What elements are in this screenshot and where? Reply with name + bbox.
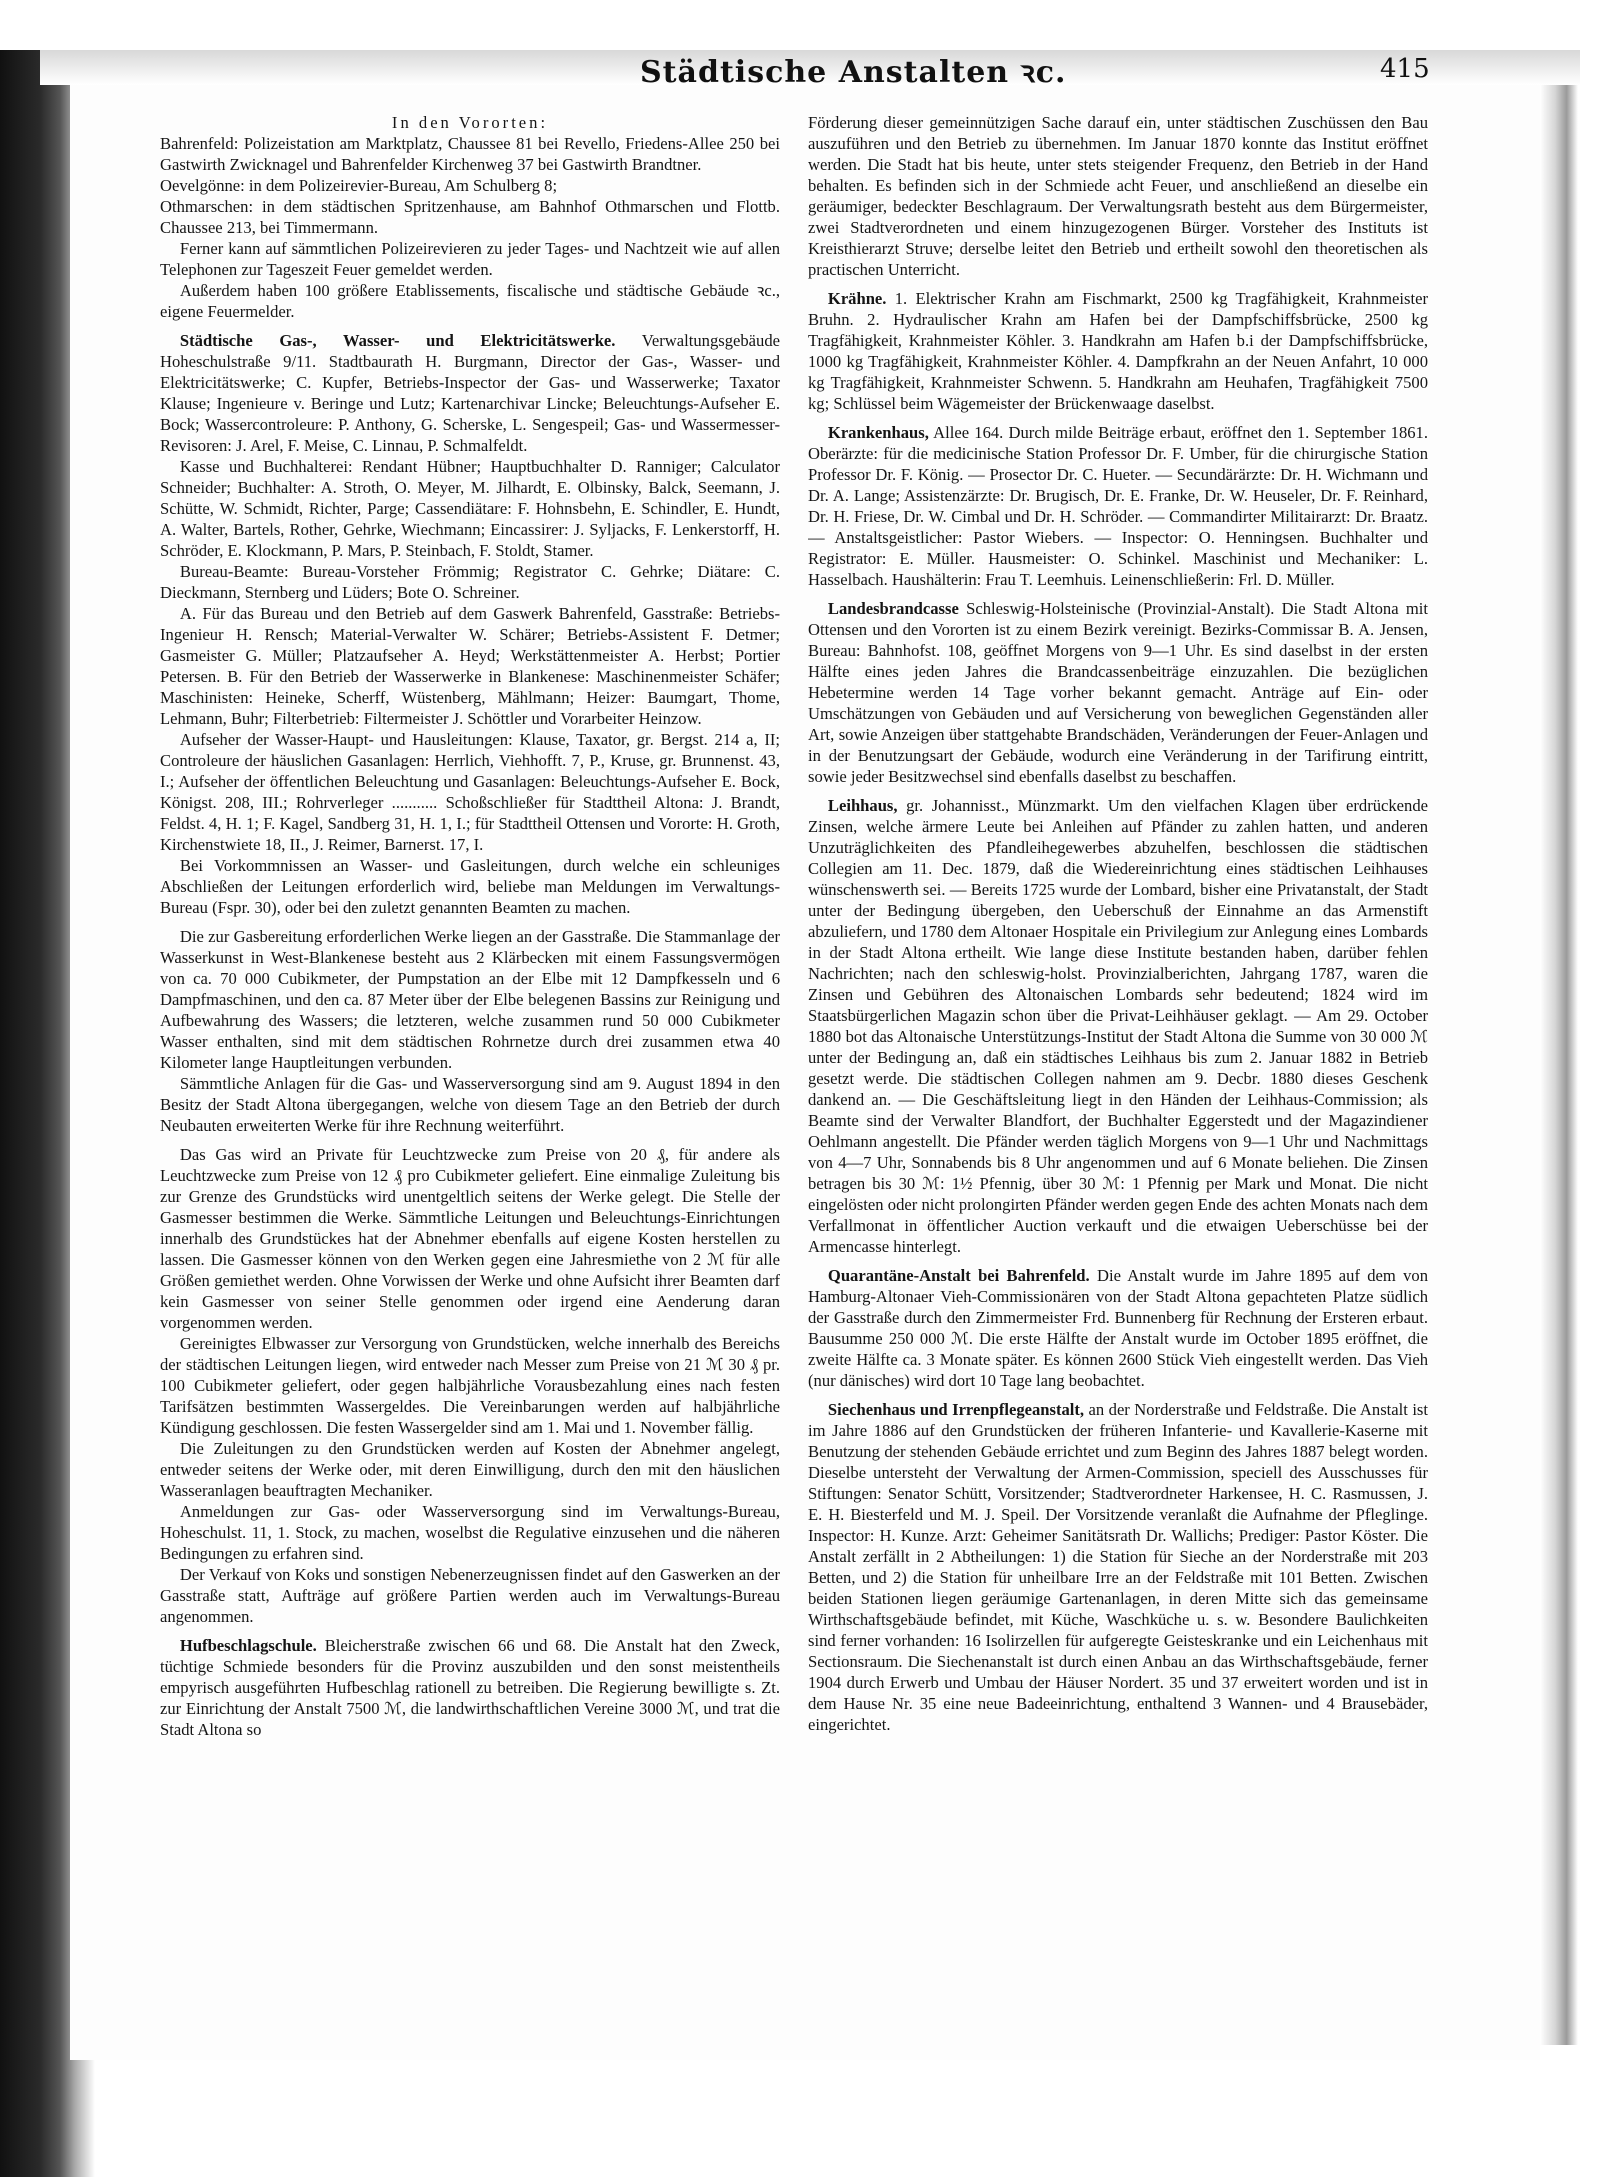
paragraph-text: Die Anstalt wurde im Jahre 1895 auf dem von Hamburg-Altonaer Vieh-Commissionären von der Stadt Altona gepachteten Platze südlich der Gasstraße durch den Zimmermeister Frd. Bunnenberg für Rechnung der Ersteren erbaut. Bausumme 250 000 ℳ. Die erste Hälfte der Anstalt wurde im October 1895 eröffnet, die zweite Hälfte ca. 3 Monate später. Es können 2600 Stück Vieh eingestellt werden. Das Vieh (nur dänisches) wird dort 10 Tage lang beobachtet. — [808, 1266, 1428, 1390]
scan-right-page-edge — [1540, 85, 1578, 2045]
entry-heading: Städtische Gas-, Wasser- und Elektricitätswerke. — [179, 331, 616, 350]
paragraph-text: Aufseher der Wasser-Haupt- und Hausleitungen: Klause, Taxator, gr. Bergst. 214 a, II; Controleure der häuslichen Gasanlagen: Herrlich, Viehhofft. 7, P., Kruse, gr. Brunnenst. 43, I.; Aufseher der öffentlichen Beleuchtung und Gasanlagen: Beleuchtungs-Aufseher E. Bock, Königst. 208, III.; Rohrverleger ........... Schoßschließer für Stadttheil Altona: J. Brandt, Feldst. 4, H. 1; F. Kagel, Sandberg 31, H. 1, I.; für Stadttheil Ottensen und Vororte: H. Groth, Kirchenstwiete 18, II., J. Reimer, Barnerst. 17, I. — [160, 730, 780, 854]
left-text-column — [160, 112, 780, 2012]
paragraph — [160, 1144, 780, 1333]
paragraph-text: gr. Johannisst., Münzmarkt. Um den vielfachen Klagen über erdrückende Zinsen, welche ärmere Leute bei Anleihen auf Pfänder zu zahlen hatten, und anderen Unzuträglichkeiten des Pfandleihegewerbes abzuhelfen, beschlossen die städtischen Collegien am 11. Dec. 1879, daß die Wiedereinrichtung eines städtischen Leihhauses wünschenswerth sei. — Bereits 1725 wurde der Lombard, bisher eine Privatanstalt, der Stadt unter der Bedingung übergeben, den Ueberschuß der Einnahme an das Armenstift abzuliefern, und 1780 dem Altonaer Hospitale ein Privilegium zur Anlegung eines Lombards in der Stadt Altona ertheilt. Wie lange diese Institute bestanden haben, darüber fehlen Nachrichten; nach den schleswig-holst. Provinzialberichten, Jahrgang 1787, waren die Zinsen und Gebühren des Altonaischen Lombards sehr bedeutend; 1824 wird im Staatsbürgerlichen Magazin schon über die Privat-Leihhäuser geklagt. — Am 29. October 1880 bot das Altonaische Unterstützungs-Institut der Stadt Altona die Summe von 30 000 ℳ unter der Bedingung an, daß ein städtisches Leihhaus bis zum 2. Januar 1882 in Betrieb gesetzt werde. Die städtischen Collegen nahmen am 9. Decbr. 1880 dieses Geschenk dankend an. — Die Geschäftsleitung liegt in den Händen der Leihhaus-Commission; als Beamte sind der Verwalter Blandfort, der Buchhalter Eggerstedt und der Magazindiener Oehlmann angestellt. Die Pfänder werden täglich Morgens von 9—1 Uhr und Nachmittags von 4—7 Uhr, Sonnabends bis 8 Uhr angenommen und auf 6 Monate beliehen. Die Zinsen betragen bis 30 ℳ: 1½ Pfennig, über 30 ℳ: 1 Pfennig per Mark und Monat. Die nicht eingelösten oder nicht prolongirten Pfänder werden gegen Ende des achten Monats nach dem Verfallmonat in öffentlicher Auction verkauft und die etwaigen Ueberschüsse bei der Armencasse hinterlegt. — [808, 796, 1428, 1256]
paragraph — [160, 729, 780, 855]
entry-heading: Leihhaus, — [827, 796, 898, 815]
paragraph-text: Oevelgönne: in dem Polizeirevier-Bureau, Am Schulberg 8; — [160, 176, 558, 195]
paragraph — [160, 133, 780, 175]
paragraph — [160, 1635, 780, 1740]
paragraph-text: Bureau-Beamte: Bureau-Vorsteher Frömmig; Registrator C. Gehrke; Diätare: C. Dieckmann, Sternberg und Lüders; Bote O. Schreiner. — [160, 562, 780, 602]
paragraph — [808, 598, 1428, 787]
paragraph — [808, 288, 1428, 414]
paragraph — [808, 422, 1428, 590]
paragraph — [160, 456, 780, 561]
paragraph — [808, 112, 1428, 280]
entry-heading: Krankenhaus, — [827, 423, 929, 442]
entry-heading: Quarantäne-Anstalt bei Bahrenfeld. — [827, 1266, 1090, 1285]
paragraph — [160, 561, 780, 603]
paragraph — [160, 1501, 780, 1564]
paragraph — [160, 926, 780, 1073]
paragraph-text: Ferner kann auf sämmtlichen Polizeirevieren zu jeder Tages- und Nachtzeit wie auf allen Telephonen zur Tageszeit Feuer gemeldet werden. — [160, 239, 780, 279]
paragraph — [160, 330, 780, 456]
paragraph-text: Außerdem haben 100 größere Etablissements, fiscalische und städtische Gebäude ꝛc., eigene Feuermelder. — [160, 281, 780, 321]
paragraph — [160, 280, 780, 322]
paragraph — [160, 1333, 780, 1438]
paragraph — [808, 795, 1428, 1257]
paragraph-text: 1. Elektrischer Krahn am Fischmarkt, 2500 kg Tragfähigkeit, Krahnmeister Bruhn. 2. Hydraulischer Krahn am Hafen bei der Dampfschiffsbrücke, 2500 kg Tragfähigkeit, Krahnmeister Köhler. 3. Handkrahn am Hafen b.i der Dampfschiffsbrücke, 1000 kg Tragfähigkeit, Krahnmeister Köhler. 4. Dampfkrahn an der Neuen Anfahrt, 10 000 kg Tragfähigkeit, Krahnmeister Schwenn. 5. Handkrahn am Heuhafen, Tragfähigkeit 7500 kg; Schlüssel beim Wägemeister der Brückenwaage daselbst. — [808, 289, 1428, 413]
entry-heading: Krähne. — [827, 289, 887, 308]
paragraph-text: Bahrenfeld: Polizeistation am Marktplatz, Chaussee 81 bei Revello, Friedens-Allee 250 bei Gastwirth Zwicknagel und Bahrenfelder Kirchenweg 37 bei Gastwirth Brandtner. — [160, 134, 780, 174]
running-header-title: Städtische Anstalten ꝛc. — [640, 55, 1067, 90]
paragraph — [160, 238, 780, 280]
paragraph-text: Bleicherstraße zwischen 66 und 68. Die Anstalt hat den Zweck, tüchtige Schmiede besonders für die Provinz auszubilden und den sonst meistentheils empyrisch ausgeführten Hufbeschlag rationell zu betreiben. Die Regierung bewilligte s. Zt. zur Einrichtung der Anstalt 7500 ℳ, die landwirthschaftlichen Vereine 3000 ℳ, und trat die Stadt Altona so — [160, 1636, 780, 1739]
entry-heading: Siechenhaus und Irrenpflegeanstalt, — [827, 1400, 1085, 1419]
paragraph-text: Das Gas wird an Private für Leuchtzwecke zum Preise von 20 ₰, für andere als Leuchtzwecke zum Preise von 12 ₰ pro Cubikmeter geliefert. Eine einmalige Zuleitung bis zur Grenze des Grundstücks wird unentgeltlich seitens der Werke gelegt. Die Stelle der Gasmesser bestimmen die Werke. Sämmtliche Leitungen und Beleuchtungs-Einrichtungen innerhalb des Grundstückes hat der Abnehmer ebenfalls auf eigene Kosten herstellen zu lassen. Die Gasmesser können von den Werken gegen eine Jahresmiethe von 2 ℳ für alle Größen gemiethet werden. Ohne Vorwissen der Werke und ohne Aufsicht ihrer Beamten darf kein Gasmesser von seiner Stelle genommen oder irgend eine Aenderung daran vorgenommen werden. — [160, 1145, 780, 1332]
paragraph — [160, 1564, 780, 1627]
paragraph — [160, 603, 780, 729]
paragraph — [160, 855, 780, 918]
paragraph — [808, 1265, 1428, 1391]
entry-heading: Hufbeschlagschule. — [179, 1636, 317, 1655]
entry-heading: Landesbrandcasse — [827, 599, 959, 618]
paragraph-text: Die Zuleitungen zu den Grundstücken werden auf Kosten der Abnehmer angelegt, entweder seitens der Werke oder, mit deren Einwilligung, durch den mit den häuslichen Wasseranlagen beauftragten Mechaniker. — [160, 1439, 780, 1500]
paragraph — [160, 196, 780, 238]
paragraph — [160, 1073, 780, 1136]
paragraph — [160, 112, 780, 133]
paragraph-text: Sämmtliche Anlagen für die Gas- und Wasserversorgung sind am 9. August 1894 in den Besitz der Stadt Altona übergegangen, welche von diesem Tage an den Betrieb der durch Neubauten erweiterten Werke für ihre Rechnung weiterführt. — [160, 1074, 780, 1135]
paragraph-text: Förderung dieser gemeinnützigen Sache darauf ein, unter städtischen Zuschüssen den Bau auszuführen und den Betrieb zu übernehmen. Im Januar 1870 konnte das Institut eröffnet werden. Die Stadt hat bis heute, unter stets steigender Frequenz, den Betrieb in der Hand behalten. Es befinden sich in der Schmiede acht Feuer, und anschließend an dieselbe ein geräumiger, bedeckter Beschlagraum. Der Verwaltungsrath besteht aus dem Bürgermeister, zwei Stadtverordneten und einem hinzugezogenen Bürger. Vorsteher des Instituts ist Kreisthierarzt Struve; derselbe leitet den Betrieb und ertheilt sowohl den theoretischen als practischen Unterricht. — [808, 113, 1428, 279]
right-text-column — [808, 112, 1428, 2012]
paragraph-text: Der Verkauf von Koks und sonstigen Nebenerzeugnissen findet auf den Gaswerken an der Gasstraße statt, Aufträge auf größere Partien werden auch im Verwaltungs-Bureau angenommen. — [160, 1565, 780, 1626]
paragraph-text: Die zur Gasbereitung erforderlichen Werke liegen an der Gasstraße. Die Stammanlage der Wasserkunst in West-Blankenese besteht aus 2 Klärbecken mit einem Fassungsvermögen von ca. 70 000 Cubikmeter, der Pumpstation an der Elbe mit 12 Dampfkesseln und 6 Dampfmaschinen, und den ca. 87 Meter über der Elbe belegenen Bassins zur Reinigung und Aufbewahrung des Wassers; die letzteren, welche zusammen rund 50 000 Cubikmeter Wasser enthalten, sind mit dem städtischen Rohrnetze durch drei zusammen etwa 40 Kilometer lange Hauptleitungen verbunden. — [160, 927, 780, 1072]
paragraph — [808, 1399, 1428, 1735]
paragraph-text: an der Norderstraße und Feldstraße. Die Anstalt ist im Jahre 1886 auf den Grundstücken der früheren Infanterie- und Kavallerie-Kaserne mit Benutzung der stehenden Gebäude errichtet und zum Beginn des Jahres 1887 belegt worden. Dieselbe untersteht der Verwaltung der Armen-Commission, speciell des Ausschusses für Stiftungen: Senator Schütt, Vorsitzender; Stadtverordneter Harkensee, H. C. Rasmussen, J. E. H. Biesterfeld und M. J. Speil. Der Vorsitzende veranlaßt die Aufnahme der Pfleglinge. Inspector: H. Kunze. Arzt: Geheimer Sanitätsrath Dr. Wallichs; Prediger: Pastor Köster. Die Anstalt zerfällt in 2 Abtheilungen: 1) die Station für Sieche an der Norderstraße mit 203 Betten, und 2) die Station für unheilbare Irre an der Feldstraße mit 101 Betten. Zwischen beiden Stationen liegen geräumige Gartenanlagen, in deren Mitte sich das gemeinsame Wirthschaftsgebäude befindet, mit Küche, Waschküche u. s. w. Besondere Baulichkeiten sind ferner vorhanden: 16 Isolirzellen für aufgeregte Geisteskranke und ein Leichenhaus mit Sectionsraum. Die Siechenanstalt ist durch einen Anbau an das Wirthschaftsgebäude, ferner 1904 durch Erwerb und Umbau der Häuser Nordert. 35 und 37 erweitert worden und ist in dem Hause Nr. 35 eine neue Badeeinrichtung, enthaltend 3 Wannen- und 4 Brausebäder, eingerichtet. — [808, 1400, 1428, 1734]
page-number: 415 — [1380, 54, 1430, 84]
paragraph-text: Anmeldungen zur Gas- oder Wasserversorgung sind im Verwaltungs-Bureau, Hoheschulst. 11, 1. Stock, zu machen, woselbst die Regulative einzusehen und die näheren Bedingungen zu erfahren sind. — [160, 1502, 780, 1563]
paragraph-text: Bei Vorkommnissen an Wasser- und Gasleitungen, durch welche ein schleuniges Abschließen der Leitungen erforderlich wird, beliebe man Meldungen im Verwaltungs-Bureau (Fspr. 30), oder bei den zuletzt genannten Beamten zu machen. — [160, 856, 780, 917]
paragraph-text: Kasse und Buchhalterei: Rendant Hübner; Hauptbuchhalter D. Ranniger; Calculator Schneider; Buchhalter: A. Stroth, O. Meyer, M. Jilhardt, E. Olbinsky, Balck, Seemann, J. Schütte, W. Schmidt, Richter, Parge; Cassendiätare: F. Hohnsbehn, E. Schindler, E. Hundt, A. Walter, Bartels, Rother, Gehrke, Wiechmann; Eincassirer: J. Syljacks, F. Lenkerstorff, H. Schröder, E. Klockmann, P. Mars, P. Steinbach, F. Stoldt, Stamer. — [160, 457, 780, 560]
paragraph-text: Gereinigtes Elbwasser zur Versorgung von Grundstücken, welche innerhalb des Bereichs der städtischen Leitungen liegen, wird entweder nach Messer zum Preise von 21 ℳ 30 ₰ pr. 100 Cubikmeter geliefert, oder gegen halbjährliche Vorausbezahlung eines nach festen Tarifsätzen bestimmten Wassergeldes. Die Vereinbarungen werden auf halbjährliche Kündigung geschlossen. Die festen Wassergelder sind am 1. Mai und 1. November fällig. — [160, 1334, 780, 1437]
paragraph-text: Schleswig-Holsteinische (Provinzial-Anstalt). Die Stadt Altona mit Ottensen und den Vororten ist zu einem Bezirk vereinigt. Bezirks-Commissar B. A. Jensen, Bureau: Bahnhofst. 108, geöffnet Morgens von 9—1 Uhr. Es sind daselbst in der ersten Hälfte eines jeden Jahres die Brandcassenbeiträge einzuzahlen. Die bezüglichen Hebetermine werden 14 Tage vorher bekannt gemacht. Anträge auf Ein- oder Umschätzungen von Gebäuden und auf Versicherung von beweglichen Gegenständen aller Art, sowie Anzeigen über stattgehabte Brandschäden, Veränderungen der Feuer-Anlagen und in der Benutzungsart der Gebäude, wodurch eine Veränderung in der Tarifirung eintritt, sowie jeder Besitzwechsel sind ebenfalls daselbst zu beschaffen. — [808, 599, 1428, 786]
paragraph-text: In den Vororten: — [391, 113, 549, 132]
paragraph-text: Othmarschen: in dem städtischen Spritzenhause, am Bahnhof Othmarschen und Flottb. Chaussee 213, bei Timmermann. — [160, 197, 780, 237]
paragraph — [160, 175, 780, 196]
paragraph-text: Allee 164. Durch milde Beiträge erbaut, eröffnet den 1. September 1861. Oberärzte: für die medicinische Station Professor Dr. F. Umber, für die chirurgische Station Professor Dr. F. König. — Prosector Dr. C. Hueter. — Secundärärzte: Dr. H. Wichmann und Dr. A. Lange; Assistenzärzte: Dr. Brugisch, Dr. E. Franke, Dr. W. Heuseler, Dr. F. Reinhard, Dr. H. Friese, Dr. W. Cimbal und Dr. H. Schröder. — Commandirter Militairarzt: Dr. Braatz. — Anstaltsgeistlicher: Pastor Wiebers. — Inspector: O. Henningsen. Buchhalter und Registrator: E. Müller. Hausmeister: O. Schinkel. Maschinist und Mechaniker: L. Hasselbach. Haushälterin: Frau T. Leemhuis. Leinenschließerin: Frl. D. Müller. — [808, 423, 1428, 589]
paragraph-text: A. Für das Bureau und den Betrieb auf dem Gaswerk Bahrenfeld, Gasstraße: Betriebs-Ingenieur H. Rensch; Material-Verwalter W. Schärer; Betriebs-Assistent F. Detmer; Gasmeister G. Müller; Platzaufseher A. Heyd; Werkstättenmeister A. Herbst; Portier Petersen. B. Für den Betrieb der Wasserwerke in Blankenese: Maschinenmeister Schäfer; Maschinisten: Heineke, Scherff, Wüstenberg, Mählmann; Heizer: Baumgart, Thome, Lehmann, Buhr; Filterbetrieb: Filtermeister J. Schöttler und Vorarbeiter Heinzow. — [160, 604, 780, 728]
paragraph — [160, 1438, 780, 1501]
paragraph-text: Verwaltungsgebäude Hoheschulstraße 9/11. Stadtbaurath H. Burgmann, Director der Gas-, Wasser- und Elektricitätswerke; C. Kupfer, Betriebs-Inspector der Gas- und Wasserwerke; Taxator Klause; Ingenieure v. Beringe und Lutz; Kartenarchivar Lincke; Beleuchtungs-Aufseher E. Bock; Wassercontroleure: P. Anthony, G. Scherske, L. Sengespeil; Gas- und Wassermesser-Revisoren: J. Arel, F. Meise, C. Linnau, P. Schmalfeldt. — [160, 331, 780, 455]
